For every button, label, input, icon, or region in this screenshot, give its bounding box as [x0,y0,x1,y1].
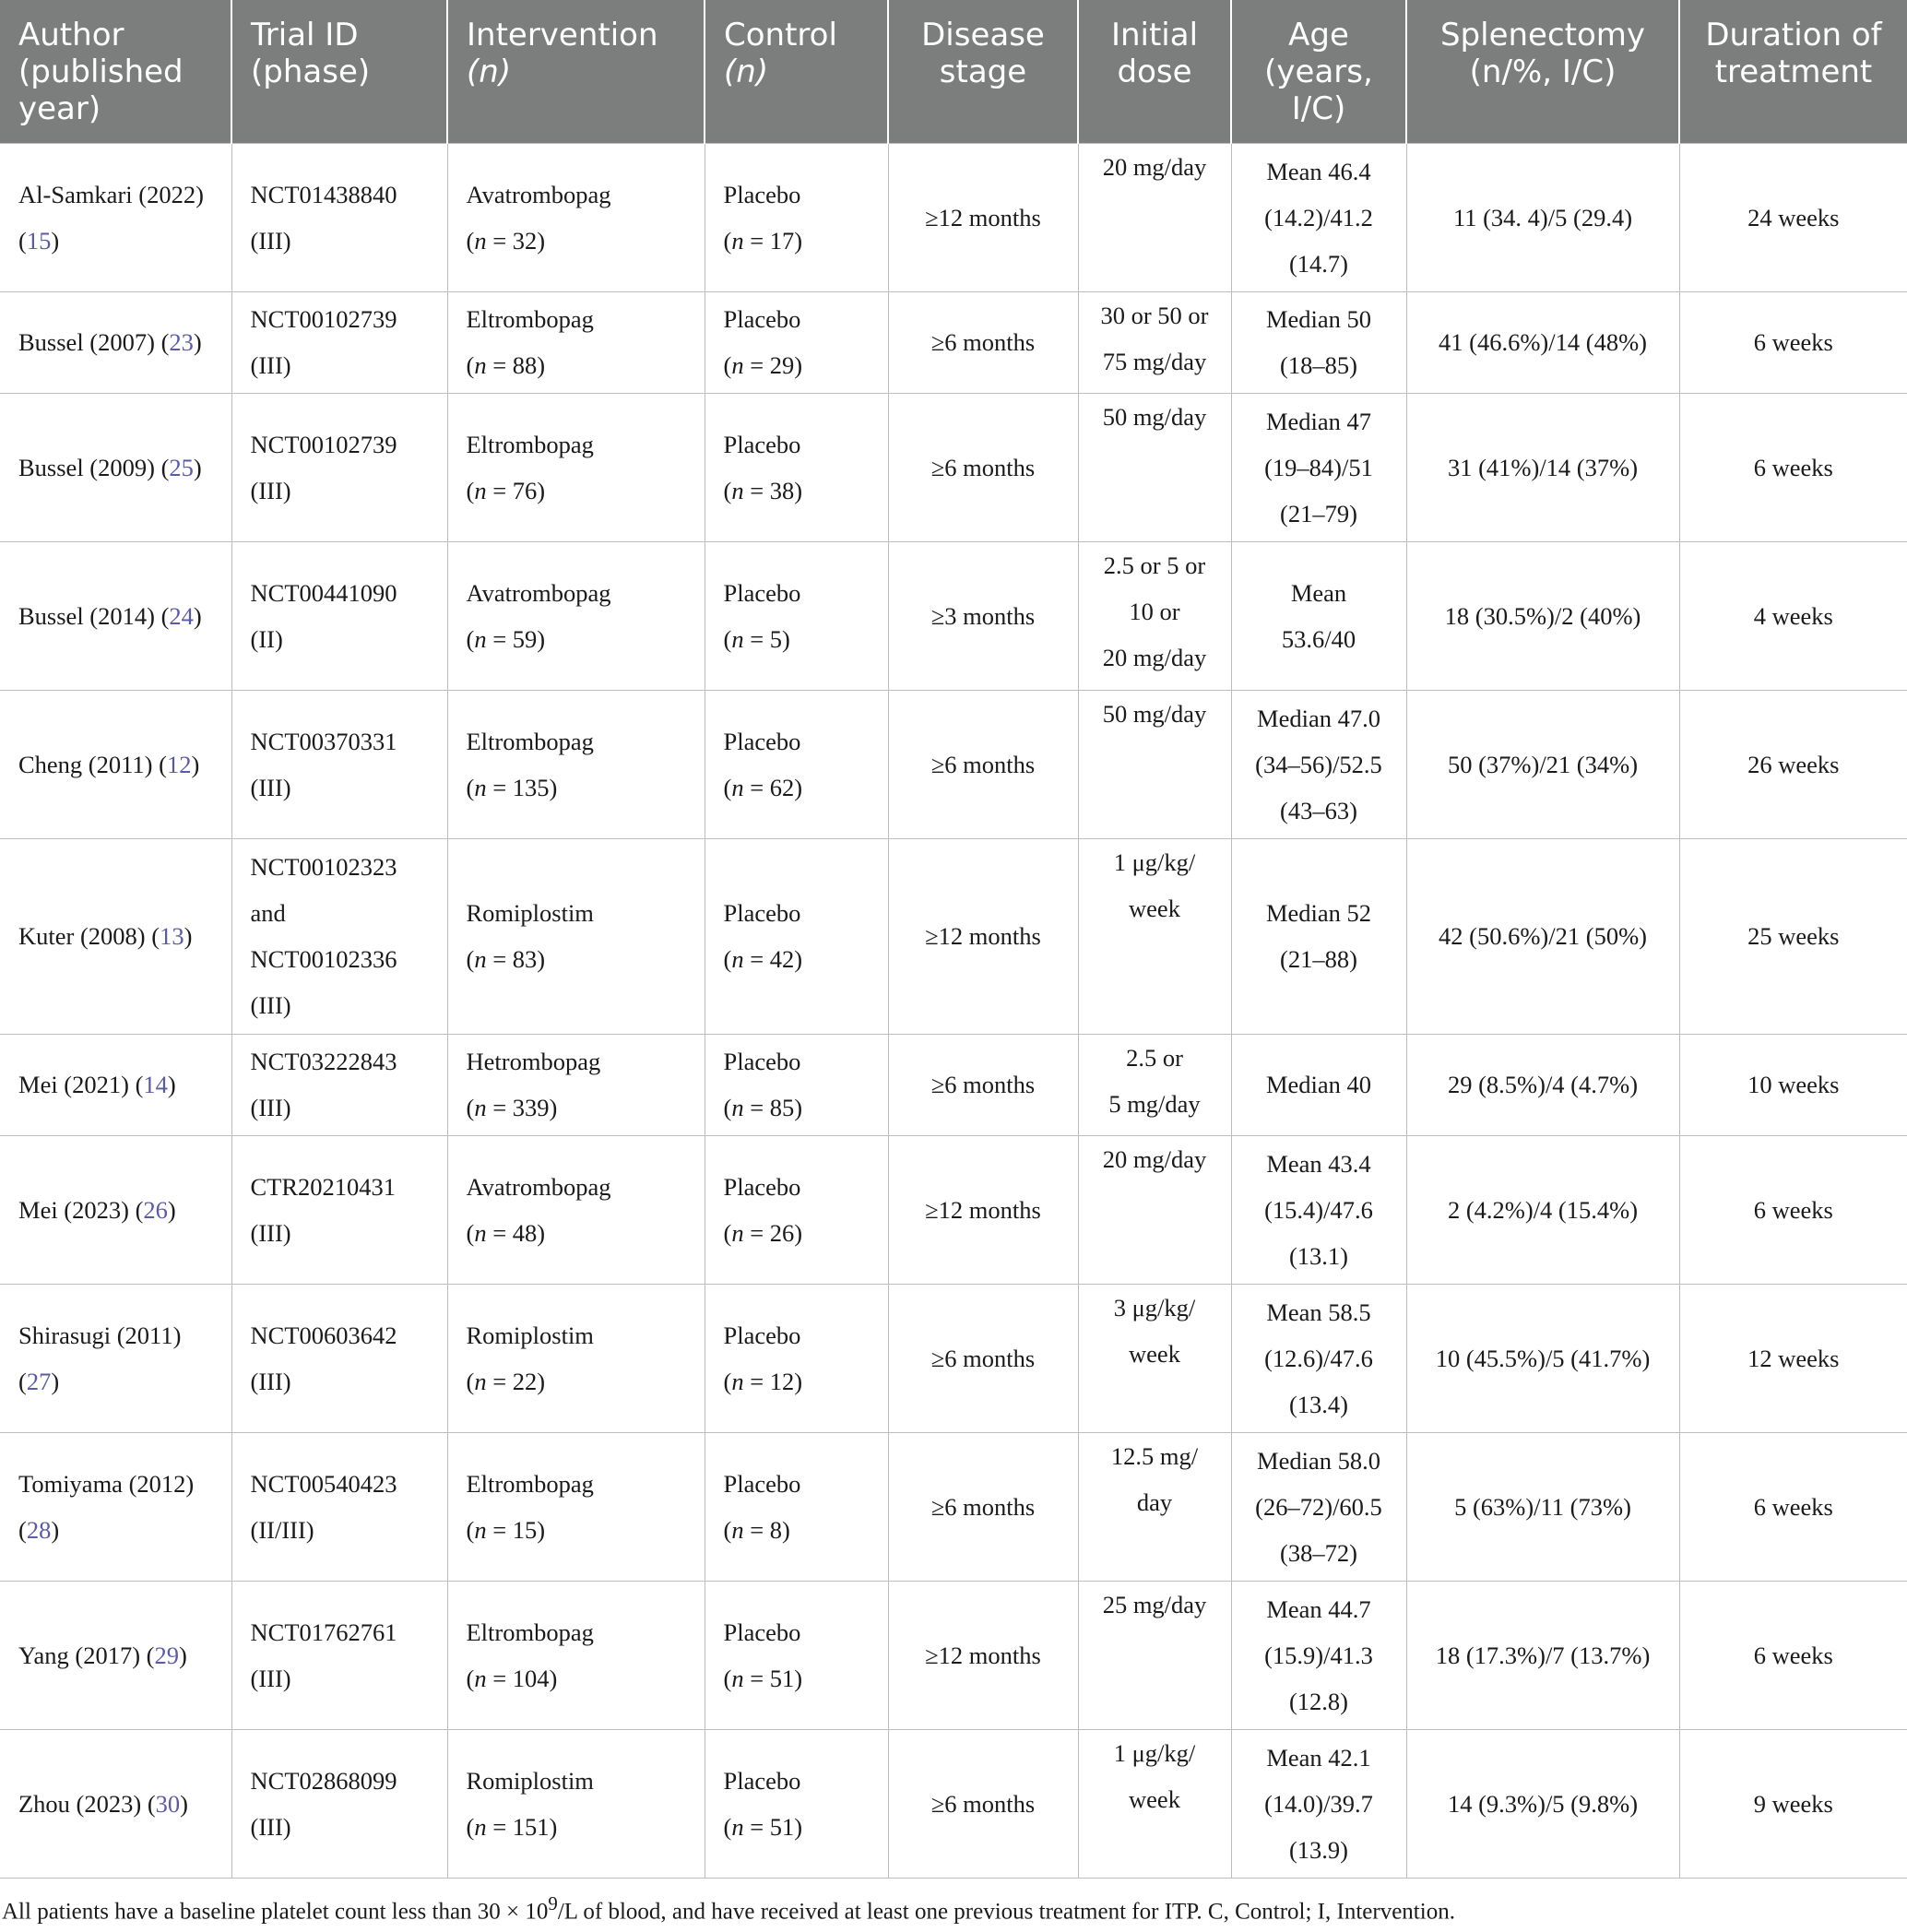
cell-line: 50 mg/day [1102,402,1207,431]
cell-author [0,1581,231,1729]
cell-line: Avatrombopag [466,1172,611,1201]
header-control: Control (n) [705,0,888,143]
cell-line: 12.5 mg/ [1110,1441,1199,1470]
header-initial-dose: Initial dose [1078,0,1231,143]
cell-author [0,1034,231,1135]
author-close: ) [184,922,193,950]
author-close: ) [193,328,202,356]
cell-line: (n = 59) [466,624,546,653]
cell-intervention [447,1432,705,1581]
cell-trial-id [231,143,447,291]
cell-splenectomy: 10 (45.5%)/5 (41.7%) [1406,1284,1679,1432]
cell-line: and [250,899,286,927]
cell-line: Avatrombopag [466,578,611,607]
cell-duration: 6 weeks [1679,393,1907,541]
cell-author [0,838,231,1034]
cell-line: (III) [250,1094,291,1121]
cell-line: Eltrombopag [466,1469,594,1498]
cell-initial-dose [1078,1284,1231,1432]
author-text: Zhou (2023) ( [18,1789,156,1818]
cell-duration: 6 weeks [1679,291,1907,393]
cell-line: NCT00603642 [250,1321,397,1349]
cell-duration: 9 weeks [1679,1729,1907,1878]
cell-line: (n = 17) [723,226,803,255]
cell-control [705,1284,888,1432]
cell-line: 20 mg/day [1102,152,1207,181]
cell-line: 2.5 or 5 or [1103,551,1206,579]
cell-age [1231,690,1406,838]
cell-author [0,1284,231,1432]
table-row [0,541,1907,690]
cell-trial-id [231,1135,447,1284]
cell-splenectomy: 11 (34. 4)/5 (29.4) [1406,143,1679,291]
header-disease-stage: Disease stage [888,0,1078,143]
cell-control [705,393,888,541]
cell-age [1231,291,1406,393]
author-close: ) [178,1641,187,1669]
cell-line: (21–88) [1280,945,1357,973]
reference-link: 23 [169,328,194,356]
cell-splenectomy: 18 (30.5%)/2 (40%) [1406,541,1679,690]
header-intervention: Intervention (n) [447,0,705,143]
cell-line: Placebo [723,1048,801,1075]
cell-line: (n = 42) [723,945,803,973]
cell-duration: 6 weeks [1679,1135,1907,1284]
cell-disease-stage: ≥6 months [888,1034,1078,1135]
cell-line: Eltrombopag [466,305,594,333]
cell-duration: 6 weeks [1679,1432,1907,1581]
cell-line: Placebo [723,1766,801,1795]
cell-age [1231,1034,1406,1135]
cell-splenectomy: 5 (63%)/11 (73%) [1406,1432,1679,1581]
cell-line: (14.0)/39.7 [1264,1789,1373,1818]
cell-disease-stage: ≥12 months [888,838,1078,1034]
cell-control [705,1432,888,1581]
cell-trial-id [231,1432,447,1581]
cell-line: 75 mg/day [1102,347,1207,375]
cell-line: (14.7) [1288,249,1349,278]
cell-duration: 12 weeks [1679,1284,1907,1432]
cell-line: day [1136,1488,1173,1516]
cell-disease-stage: ≥6 months [888,690,1078,838]
cell-splenectomy: 42 (50.6%)/21 (50%) [1406,838,1679,1034]
cell-line: Placebo [723,305,801,333]
cell-line: 3 μg/kg/ [1113,1293,1196,1322]
cell-line: (n = 8) [723,1515,790,1544]
reference-link: 24 [169,601,194,630]
cell-age [1231,541,1406,690]
cell-initial-dose [1078,838,1231,1034]
header-row [0,0,1907,143]
cell-trial-id [231,838,447,1034]
cell-line: (13.4) [1288,1390,1349,1418]
cell-line: Median 47 [1265,407,1372,435]
cell-author [0,541,231,690]
cell-line: 53.6/40 [1281,624,1356,653]
cell-initial-dose [1078,1581,1231,1729]
cell-age [1231,1432,1406,1581]
cell-line: Mean 58.5 [1266,1298,1371,1326]
cell-line: Eltrombopag [466,430,594,458]
author-close: ) [191,750,200,778]
cell-disease-stage: ≥12 months [888,1135,1078,1284]
reference-link: 12 [166,750,192,778]
author-text: Bussel (2007) ( [18,328,170,356]
cell-duration: 6 weeks [1679,1581,1907,1729]
cell-line: Median 50 [1265,305,1372,333]
cell-line: 25 mg/day [1102,1590,1207,1618]
cell-author [0,690,231,838]
cell-control [705,291,888,393]
cell-splenectomy: 41 (46.6%)/14 (48%) [1406,291,1679,393]
cell-line: NCT01438840 [250,180,397,208]
cell-trial-id [231,1581,447,1729]
cell-control [705,1135,888,1284]
reference-link: 27 [26,1367,52,1395]
cell-intervention [447,1034,705,1135]
cell-line: (n = 12) [723,1367,803,1395]
cell-line: Mean 44.7 [1266,1594,1371,1623]
author-text: Mei (2023) ( [18,1195,144,1224]
cell-line: (III) [250,1812,291,1841]
cell-line: (n = 26) [723,1218,803,1247]
cell-intervention [447,393,705,541]
cell-age [1231,143,1406,291]
cell-author [0,1432,231,1581]
cell-trial-id [231,291,447,393]
cell-line: Placebo [723,1469,801,1498]
cell-control [705,690,888,838]
cell-disease-stage: ≥6 months [888,1432,1078,1581]
cell-line: Median 40 [1265,1071,1372,1098]
reference-link: 14 [143,1071,168,1098]
cell-line: (18–85) [1280,351,1357,379]
cell-line: Placebo [723,1321,801,1349]
cell-line: (13.9) [1288,1835,1349,1864]
cell-line: (III) [250,226,291,255]
cell-line: (n = 339) [466,1094,558,1121]
author-close: ) [51,226,60,255]
table-row [0,838,1907,1034]
cell-trial-id [231,541,447,690]
cell-line: Mean 42.1 [1266,1743,1371,1772]
cell-splenectomy: 14 (9.3%)/5 (9.8%) [1406,1729,1679,1878]
author-text: Kuter (2008) ( [18,922,160,950]
cell-line: (n = 38) [723,476,803,504]
cell-initial-dose [1078,1729,1231,1878]
cell-line: (12.8) [1288,1687,1349,1715]
cell-splenectomy: 29 (8.5%)/4 (4.7%) [1406,1034,1679,1135]
cell-duration: 25 weeks [1679,838,1907,1034]
reference-link: 25 [169,453,194,481]
cell-intervention [447,1284,705,1432]
cell-author [0,291,231,393]
cell-intervention [447,690,705,838]
author-close: ) [193,601,202,630]
cell-line: Placebo [723,578,801,607]
cell-age [1231,838,1406,1034]
cell-disease-stage: ≥6 months [888,393,1078,541]
cell-duration: 4 weeks [1679,541,1907,690]
cell-line: (34–56)/52.5 [1255,750,1382,778]
cell-line: (III) [250,773,291,801]
cell-line: (n = 51) [723,1664,803,1692]
cell-line: Hetrombopag [466,1048,601,1075]
table-row [0,1284,1907,1432]
cell-line: week [1129,1784,1180,1813]
cell-splenectomy: 2 (4.2%)/4 (15.4%) [1406,1135,1679,1284]
author-close: ) [51,1367,60,1395]
cell-line: Mean [1290,578,1347,607]
cell-initial-dose [1078,393,1231,541]
cell-line: (15.9)/41.3 [1264,1641,1373,1669]
cell-line: (n = 51) [723,1812,803,1841]
author-text: Shirasugi (2011) ( [18,1321,182,1395]
cell-line: (21–79) [1280,499,1357,527]
cell-line: (12.6)/47.6 [1264,1344,1373,1372]
author-close: ) [180,1789,188,1818]
cell-line: Median 58.0 [1257,1446,1380,1475]
cell-trial-id [231,393,447,541]
author-text: Yang (2017) ( [18,1641,155,1669]
cell-line: Mean 46.4 [1266,157,1371,185]
table-row [0,1034,1907,1135]
cell-line: (n = 5) [723,624,790,653]
cell-line: 1 μg/kg/ [1113,847,1196,876]
table-body [0,143,1907,1878]
table-row [0,690,1907,838]
cell-line: Placebo [723,1618,801,1646]
header-duration: Duration of treatment [1679,0,1907,143]
table-row [0,291,1907,393]
cell-trial-id [231,690,447,838]
cell-author [0,393,231,541]
cell-duration: 10 weeks [1679,1034,1907,1135]
cell-line: (n = 29) [723,351,803,379]
cell-line: week [1129,1339,1180,1368]
table-footnote: All patients have a baseline platelet count less than $30 \times 10^9/L$ of blood, and have received at least one previous treatment for ITP. C, Control; I, Intervention. [2,1892,1455,1925]
cell-line: (II) [250,624,283,653]
cell-line: NCT00441090 [250,578,397,607]
cell-line: (n = 22) [466,1367,546,1395]
cell-line: Median 47.0 [1257,704,1380,732]
cell-trial-id [231,1284,447,1432]
cell-line: 50 mg/day [1102,699,1207,728]
reference-link: 28 [26,1515,52,1544]
cell-duration: 24 weeks [1679,143,1907,291]
cell-control [705,1034,888,1135]
cell-line: Placebo [723,1172,801,1201]
author-close: ) [193,453,202,481]
cell-initial-dose [1078,541,1231,690]
header-splenectomy: Splenectomy (n/%, I/C) [1406,0,1679,143]
cell-line: (III) [250,991,291,1019]
cell-disease-stage: ≥3 months [888,541,1078,690]
table-row [0,143,1907,291]
cell-line: 1 μg/kg/ [1113,1738,1196,1767]
cell-trial-id [231,1034,447,1135]
table-row [0,1135,1907,1284]
cell-control [705,838,888,1034]
cell-control [705,143,888,291]
cell-line: (III) [250,1218,291,1247]
cell-line: NCT01762761 [250,1618,397,1646]
reference-link: 30 [155,1789,181,1818]
cell-line: (III) [250,476,291,504]
cell-line: Avatrombopag [466,180,611,208]
author-text: Cheng (2011) ( [18,750,167,778]
cell-author [0,143,231,291]
cell-disease-stage: ≥12 months [888,1581,1078,1729]
cell-line: NCT00102323 [250,853,397,881]
table-row [0,393,1907,541]
cell-line: (n = 135) [466,773,558,801]
cell-line: week [1129,894,1180,922]
cell-line: 2.5 or [1126,1043,1183,1072]
cell-line: NCT02868099 [250,1766,397,1795]
cell-line: (43–63) [1280,796,1357,824]
reference-link: 15 [26,226,52,255]
table-row [0,1581,1907,1729]
cell-line: (n = 83) [466,945,546,973]
cell-initial-dose [1078,291,1231,393]
cell-author [0,1729,231,1878]
cell-line: NCT00102336 [250,945,397,973]
author-text: Tomiyama (2012) ( [18,1469,195,1544]
cell-line: 5 mg/day [1108,1089,1201,1118]
cell-splenectomy: 50 (37%)/21 (34%) [1406,690,1679,838]
cell-line: (n = 104) [466,1664,558,1692]
cell-intervention [447,541,705,690]
cell-age [1231,393,1406,541]
cell-line: (III) [250,351,291,379]
cell-line: (n = 88) [466,351,546,379]
cell-line: Placebo [723,180,801,208]
cell-disease-stage: ≥6 months [888,291,1078,393]
cell-age [1231,1729,1406,1878]
cell-line: (38–72) [1280,1538,1357,1567]
cell-line: NCT00102739 [250,305,397,333]
cell-splenectomy: 31 (41%)/14 (37%) [1406,393,1679,541]
author-text: Al-Samkari (2022) ( [18,180,204,255]
cell-line: NCT00102739 [250,430,397,458]
reference-link: 26 [143,1195,168,1224]
cell-line: (15.4)/47.6 [1264,1195,1373,1224]
cell-intervention [447,838,705,1034]
cell-line: Placebo [723,899,801,927]
table-row [0,1729,1907,1878]
cell-author [0,1135,231,1284]
cell-disease-stage: ≥12 months [888,143,1078,291]
cell-line: Eltrombopag [466,727,594,755]
cell-line: (n = 76) [466,476,546,504]
cell-age [1231,1135,1406,1284]
cell-age [1231,1581,1406,1729]
cell-line: (III) [250,1664,291,1692]
cell-line: (n = 48) [466,1218,546,1247]
cell-initial-dose [1078,143,1231,291]
cell-line: 20 mg/day [1102,643,1207,671]
header-trial-id: Trial ID (phase) [231,0,447,143]
author-close: ) [167,1071,176,1098]
cell-splenectomy: 18 (17.3%)/7 (13.7%) [1406,1581,1679,1729]
cell-line: (II/III) [250,1515,314,1544]
cell-line: (n = 32) [466,226,546,255]
cell-line: NCT00370331 [250,727,397,755]
cell-line: (n = 151) [466,1812,558,1841]
reference-link: 29 [154,1641,179,1669]
cell-line: (14.2)/41.2 [1264,203,1373,231]
cell-line: Placebo [723,430,801,458]
author-close: ) [51,1515,60,1544]
cell-line: Median 52 [1265,899,1372,927]
cell-control [705,1729,888,1878]
header-age: Age (years, I/C) [1231,0,1406,143]
cell-line: 30 or 50 or [1100,301,1209,329]
cell-line: Placebo [723,727,801,755]
cell-age [1231,1284,1406,1432]
cell-intervention [447,1135,705,1284]
cell-trial-id [231,1729,447,1878]
cell-duration: 26 weeks [1679,690,1907,838]
cell-line: (n = 85) [723,1094,803,1121]
cell-line: Mean 43.4 [1266,1149,1371,1178]
author-text: Bussel (2009) ( [18,453,170,481]
cell-intervention [447,1729,705,1878]
cell-line: CTR20210431 [250,1172,397,1201]
cell-initial-dose [1078,1432,1231,1581]
cell-intervention [447,143,705,291]
cell-line: (III) [250,1367,291,1395]
cell-line: (26–72)/60.5 [1255,1492,1382,1521]
reference-link: 13 [160,922,184,950]
cell-line: Eltrombopag [466,1618,594,1646]
cell-disease-stage: ≥6 months [888,1284,1078,1432]
cell-intervention [447,1581,705,1729]
cell-disease-stage: ≥6 months [888,1729,1078,1878]
cell-line: NCT03222843 [250,1048,397,1075]
cell-line: (n = 15) [466,1515,546,1544]
header-author: Author (published year) [0,0,231,143]
cell-line: NCT00540423 [250,1469,397,1498]
table-row [0,1432,1907,1581]
cell-line: (n = 62) [723,773,803,801]
cell-control [705,541,888,690]
cell-line: Romiplostim [466,899,594,927]
cell-line: Romiplostim [466,1321,594,1349]
cell-line: 20 mg/day [1102,1144,1207,1173]
cell-line: (19–84)/51 [1264,453,1373,481]
cell-intervention [447,291,705,393]
cell-line: (13.1) [1288,1241,1349,1270]
author-close: ) [167,1195,176,1224]
cell-initial-dose [1078,1135,1231,1284]
author-text: Bussel (2014) ( [18,601,170,630]
cell-control [705,1581,888,1729]
cell-line: Romiplostim [466,1766,594,1795]
cell-initial-dose [1078,1034,1231,1135]
cell-line: 10 or [1129,597,1180,625]
author-text: Mei (2021) ( [18,1071,144,1098]
cell-initial-dose [1078,690,1231,838]
